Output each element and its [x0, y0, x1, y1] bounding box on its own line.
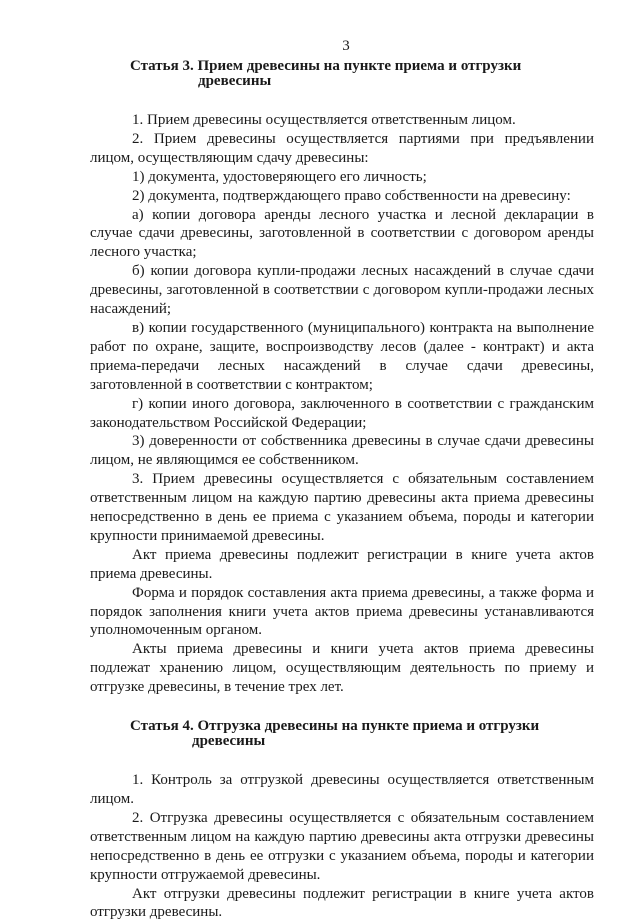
article-4-heading	[90, 719, 594, 749]
paragraph: б) копии договора купли-продажи лесных насаждений в случае сдачи древесины, заготовленной в соответствии с договором купли-продажи лесных насаждений;	[90, 263, 594, 318]
paragraph: Акт отгрузки древесины подлежит регистрации в книге учета актов отгрузки древесины.	[90, 885, 594, 921]
article-3-body	[90, 111, 594, 697]
article-3-heading-line1: Статья 3. Прием древесины на пункте приема и отгрузки	[130, 58, 522, 74]
paragraph: 1. Прием древесины осуществляется ответственным лицом.	[132, 112, 516, 128]
article-3-heading-line2: древесины	[198, 73, 272, 89]
paragraph: 1) документа, удостоверяющего его личность;	[132, 168, 427, 185]
paragraph: а) копии договора аренды лесного участка и лесной декларации в случае сдачи древесины, заготовленной в соответствии с договором аренды лесного участка;	[90, 206, 594, 261]
article-4-heading-line1: Статья 4. Отгрузка древесины на пункте приема и отгрузки	[130, 718, 540, 735]
article-4-heading-line2: древесины	[192, 733, 266, 750]
paragraph: 1. Контроль за отгрузкой древесины осуществляется ответственным лицом.	[90, 772, 594, 807]
page-number: 3	[342, 38, 350, 54]
article-3-heading	[90, 59, 594, 89]
paragraph: 3) доверенности от собственника древесины в случае сдачи древесины лицом, не являющимся ее собственником.	[90, 433, 594, 469]
paragraph: Форма и порядок составления акта приема древесины, а также форма и порядок заполнения книги учета актов приема древесины устанавливаются уполномоченным органом.	[90, 584, 594, 639]
paragraph: 2) документа, подтверждающего право собственности на древесину:	[132, 187, 571, 204]
paragraph: 2. Прием древесины осуществляется партиями при предъявлении лицом, осуществляющим сдачу древесины:	[90, 130, 594, 166]
paragraph: 2. Отгрузка древесины осуществляется с обязательным составлением ответственным лицом на каждую партию древесины акта отгрузки древесины непосредственно в день ее отгрузки с указанием объема, породы и категории крупности отгружаемой древесины.	[90, 809, 594, 883]
paragraph: г) копии иного договора, заключенного в соответствии с гражданским законодательством Российской Федерации;	[90, 395, 594, 431]
article-4-body	[90, 771, 594, 922]
paragraph: в) копии государственного (муниципального) контракта на выполнение работ по охране, защите, воспроизводству лесов (далее - контракт) и акта приема-передачи лесных насаждений в случае сдачи древесины, заготовленной в соответствии с контрактом;	[90, 319, 594, 393]
paragraph: 3. Прием древесины осуществляется с обязательным составлением ответственным лицом на каждую партию древесины акта приема древесины непосредственно в день ее приема с указанием объема, породы и категории крупности принимаемой древесины.	[90, 471, 594, 544]
paragraph: Акты приема древесины и книги учета актов приема древесины подлежат хранению лицом, осуществляющим деятельность по приему и отгрузке древесины, в течение трех лет.	[90, 641, 594, 696]
paragraph: Акт приема древесины подлежит регистрации в книге учета актов приема древесины.	[90, 546, 594, 582]
